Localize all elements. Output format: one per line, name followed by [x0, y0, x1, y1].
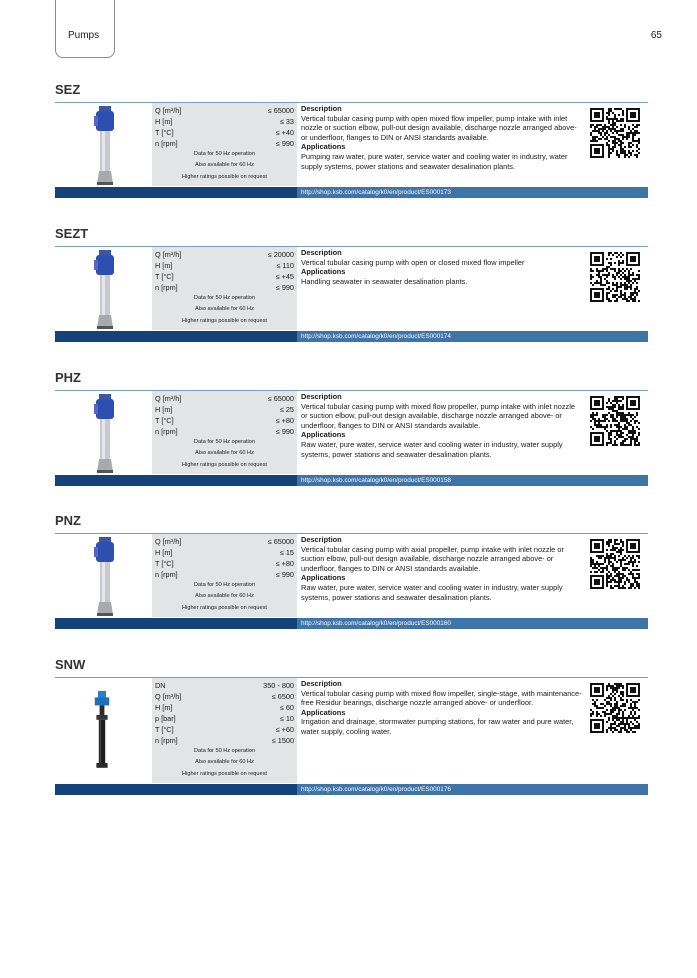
spec-note: Data for 50 Hz operation	[194, 582, 255, 588]
description-text: Vertical tubular casing pump with open mixed flow impeller, pump intake with inlet nozzle or suction elbow, pull-out design available, discharge nozzle arranged above- or underfloor, flanges to DIN or ANSI standards available.	[301, 113, 577, 142]
spec-note: Higher ratings possible on request	[182, 461, 267, 468]
spec-label: T [°C]	[155, 559, 174, 568]
description-heading: Description	[301, 392, 342, 401]
spec-value: ≤ 990	[275, 427, 294, 436]
qr-code-icon	[590, 539, 640, 589]
product-url-bar	[55, 331, 648, 342]
spec-note: Also available for 60 Hz	[195, 759, 254, 766]
product-url-link[interactable]: http://shop.ksb.com/catalog/k0/en/product/ES000158	[301, 477, 451, 484]
product-url-link[interactable]: http://shop.ksb.com/catalog/k0/en/product/ES000174	[301, 333, 451, 340]
spec-value: ≤ 990	[275, 139, 294, 148]
spec-label: n [rpm]	[155, 283, 178, 292]
spec-label: T [°C]	[155, 128, 174, 137]
spec-panel	[152, 103, 297, 186]
spec-panel	[152, 247, 297, 330]
spec-value: ≤ +80	[275, 416, 294, 425]
spec-panel	[152, 534, 297, 617]
spec-note: Data for 50 Hz operation	[194, 295, 255, 301]
spec-note: Data for 50 Hz operation	[194, 439, 255, 445]
spec-value: ≤ 110	[276, 261, 294, 270]
spec-row	[155, 282, 294, 293]
spec-note: Higher ratings possible on request	[182, 604, 267, 611]
spec-note: Higher ratings possible on request	[182, 770, 267, 777]
spec-value: ≤ 60	[279, 703, 294, 712]
product-description	[301, 248, 583, 286]
spec-row	[155, 116, 294, 127]
spec-label: n [rpm]	[155, 427, 178, 436]
spec-note: Also available for 60 Hz	[195, 593, 254, 600]
spec-row	[155, 393, 294, 404]
spec-row	[155, 536, 294, 547]
spec-label: n [rpm]	[155, 570, 178, 579]
spec-label: Q [m³/h]	[155, 537, 182, 546]
applications-text: Handling seawater in seawater desalination plants.	[301, 276, 468, 286]
product-url-link[interactable]: http://shop.ksb.com/catalog/k0/en/product/ES000173	[301, 189, 451, 196]
spec-panel	[152, 678, 297, 783]
product-title: SNW	[55, 657, 86, 672]
page-number: 65	[650, 30, 662, 41]
pump-image	[93, 537, 117, 617]
spec-label: Q [m³/h]	[155, 692, 182, 701]
description-text: Vertical tubular casing pump with mixed flow impeller, single-stage, with maintenance-free Residur bearings, discharge nozzle arranged above- or underfloor.	[301, 688, 582, 708]
description-heading: Description	[301, 104, 342, 113]
spec-row	[155, 680, 294, 691]
spec-value: ≤ 25	[279, 405, 294, 414]
spec-row	[155, 558, 294, 569]
product-title: PHZ	[55, 370, 81, 385]
spec-note: Also available for 60 Hz	[195, 306, 254, 313]
spec-label: n [rpm]	[155, 736, 178, 745]
product-section-phz	[55, 370, 648, 485]
product-url-bar	[55, 618, 648, 629]
description-heading: Description	[301, 535, 342, 544]
product-title: SEZ	[55, 82, 81, 97]
applications-text: Pumping raw water, pure water, service water and cooling water in industry, water supply systems, power stations and seawater desalination plants.	[301, 151, 568, 171]
spec-value: ≤ +60	[275, 725, 294, 734]
applications-heading: Applications	[301, 430, 346, 440]
description-heading: Description	[301, 248, 342, 257]
spec-label: H [m]	[155, 703, 173, 712]
spec-value: ≤ +80	[275, 559, 294, 568]
spec-row	[155, 426, 294, 437]
spec-value: ≤ 990	[275, 570, 294, 579]
description-heading: Description	[301, 679, 342, 688]
qr-code-icon	[590, 108, 640, 158]
spec-value: 350 - 800	[263, 681, 294, 690]
spec-note: Also available for 60 Hz	[195, 162, 254, 169]
description-text: Vertical tubular casing pump with axial propeller, pump intake with inlet nozzle or suction elbow, pull-out design available, discharge nozzle arranged above- or underfloor, flanges to DIN or ANSI standards available.	[301, 544, 564, 573]
spec-row	[155, 735, 294, 746]
product-section-sezt	[55, 226, 648, 341]
applications-heading: Applications	[301, 573, 346, 583]
spec-label: H [m]	[155, 261, 173, 270]
spec-note: Data for 50 Hz operation	[194, 151, 255, 157]
product-url-link[interactable]: http://shop.ksb.com/catalog/k0/en/product/ES000160	[301, 620, 451, 627]
spec-row	[155, 691, 294, 702]
spec-label: n [rpm]	[155, 139, 178, 148]
spec-row	[155, 404, 294, 415]
qr-code-icon	[590, 396, 640, 446]
product-title: SEZT	[55, 226, 89, 241]
product-url-bar	[55, 475, 648, 486]
spec-row	[155, 415, 294, 426]
applications-heading: Applications	[301, 142, 346, 152]
spec-label: H [m]	[155, 117, 173, 126]
applications-text: Raw water, pure water, service water and cooling water in industry, water supply systems, power stations and seawater desalination plants.	[301, 582, 563, 602]
spec-value: ≤ 33	[279, 117, 294, 126]
product-section-pnz	[55, 513, 648, 628]
pump-image	[93, 394, 117, 474]
product-section-snw	[55, 657, 648, 794]
spec-row	[155, 105, 294, 116]
qr-code-icon	[590, 683, 640, 733]
applications-text: Raw water, pure water, service water and cooling water in industry, water supply systems, power stations and seawater desalination plants.	[301, 439, 563, 459]
spec-label: H [m]	[155, 548, 173, 557]
spec-value: ≤ 65000	[267, 394, 294, 403]
product-description	[301, 679, 583, 737]
applications-heading: Applications	[301, 707, 346, 717]
section-tab-label: Pumps	[68, 30, 100, 41]
section-tab	[55, 0, 115, 58]
spec-row	[155, 260, 294, 271]
product-title: PNZ	[55, 513, 81, 528]
spec-row	[155, 713, 294, 724]
spec-note: Higher ratings possible on request	[182, 317, 267, 324]
spec-value: ≤ 6500	[271, 692, 294, 701]
spec-label: DN	[155, 681, 166, 690]
spec-row	[155, 547, 294, 558]
spec-value: ≤ 10	[279, 714, 294, 723]
spec-label: H [m]	[155, 405, 173, 414]
product-url-link[interactable]: http://shop.ksb.com/catalog/k0/en/product/ES000176	[301, 786, 451, 793]
product-description	[301, 535, 583, 602]
applications-heading: Applications	[301, 267, 346, 277]
spec-value: ≤ 990	[275, 283, 294, 292]
pump-image	[90, 681, 114, 781]
spec-value: ≤ 65000	[267, 106, 294, 115]
spec-value: ≤ 65000	[267, 537, 294, 546]
applications-text: Irrigation and drainage, stormwater pumping stations, for raw water and pure water, water supply, cooling water.	[301, 717, 574, 736]
spec-label: Q [m³/h]	[155, 250, 182, 259]
spec-row	[155, 569, 294, 580]
spec-row	[155, 127, 294, 138]
spec-label: T [°C]	[155, 416, 174, 425]
spec-note: Higher ratings possible on request	[182, 173, 267, 180]
product-url-bar	[55, 784, 648, 795]
spec-row	[155, 138, 294, 149]
spec-panel	[152, 391, 297, 474]
spec-label: T [°C]	[155, 272, 174, 281]
spec-label: Q [m³/h]	[155, 106, 182, 115]
spec-row	[155, 702, 294, 713]
spec-value: ≤ +40	[275, 128, 294, 137]
spec-row	[155, 271, 294, 282]
spec-value: ≤ 20000	[267, 250, 294, 259]
pump-image	[93, 250, 117, 330]
pump-image	[93, 106, 117, 186]
qr-code-icon	[590, 252, 640, 302]
product-url-bar	[55, 187, 648, 198]
spec-note: Data for 50 Hz operation	[194, 748, 255, 754]
product-description	[301, 104, 583, 171]
spec-value: ≤ +45	[275, 272, 294, 281]
spec-label: T [°C]	[155, 725, 174, 734]
spec-label: p [bar]	[155, 714, 176, 723]
spec-row	[155, 724, 294, 735]
spec-label: Q [m³/h]	[155, 394, 182, 403]
product-description	[301, 392, 583, 459]
spec-value: ≤ 15	[279, 548, 294, 557]
spec-value: ≤ 1500	[271, 736, 294, 745]
product-section-sez	[55, 82, 648, 197]
spec-note: Also available for 60 Hz	[195, 450, 254, 457]
description-text: Vertical tubular casing pump with mixed flow propeller, pump intake with inlet nozzle or suction elbow, pull-out design available, discharge nozzle arranged above- or underfloor, flanges to DIN or ANSI standards available.	[301, 401, 576, 430]
description-text: Vertical tubular casing pump with open or closed mixed flow impeller	[301, 257, 525, 267]
spec-row	[155, 249, 294, 260]
